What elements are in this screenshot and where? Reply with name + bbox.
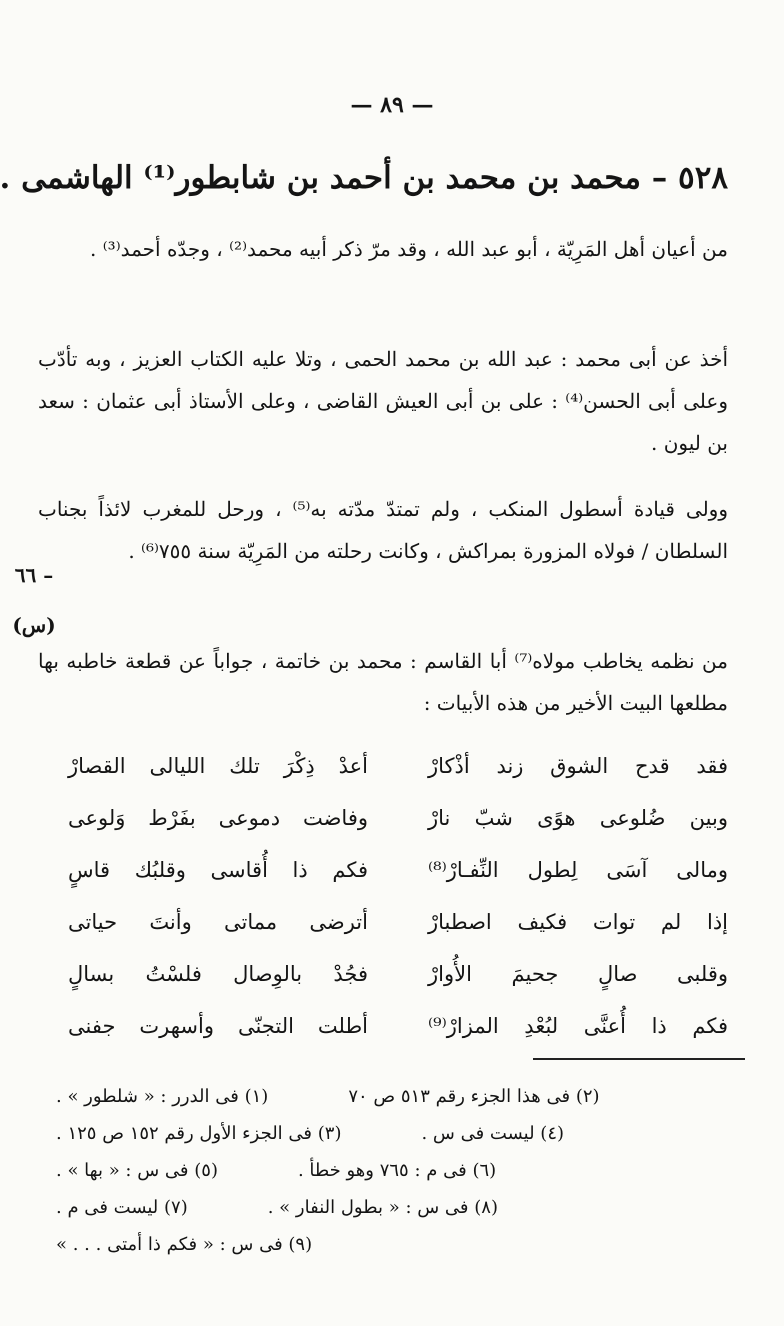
verse-line [68, 948, 728, 1000]
verse-second-hemistich: وبين ضُلوعى هوًى شبّ نارْ [428, 806, 728, 830]
footnotes [56, 1078, 696, 1263]
verse-line [68, 844, 728, 896]
verse-second-hemistich: وقلبى صالٍ جحيمَ الأُوارْ [428, 962, 728, 986]
verse-first-hemistich: فكم ذا أُقاسى وقلبُك قاسٍ [68, 858, 368, 882]
verse-first-hemistich: أترضى مماتى وأنتَ حياتى [68, 910, 368, 934]
footnote-divider [533, 1058, 745, 1060]
paragraph-1: من أعيان أهل المَرِيّة ، أبو عبد الله ، وقد مرّ ذكر أبيه محمد⁽²⁾ ، وجدّه أحمد⁽³⁾ . [90, 237, 728, 261]
paragraph-2: أخذ عن أبى محمد : عبد الله بن محمد الحمى ، وتلا عليه الكتاب العزيز ، وبه تأدّب وعلى أبى الحسن⁽⁴⁾ : على بن أبى العيش القاضى ، وعلى الأستاذ أبى عثمان : سعد بن ليون . [38, 347, 728, 455]
footnote-line [56, 1226, 696, 1263]
verse-first-hemistich: أعدْ ذِكْرَ تلك الليالى القصارْ [68, 754, 368, 778]
margin-folio-siglum: (س) [12, 613, 56, 637]
footnote-line [56, 1189, 696, 1226]
footnote-1: (١) فى الدرر : « شلطور » . [56, 1086, 269, 1107]
footnote-2: (٢) فى هذا الجزء رقم ٥١٣ ص ٧٠ [348, 1086, 600, 1107]
verse-first-hemistich: وفاضت دموعى بفَرْط وَلوعى [68, 806, 368, 830]
verse-line [68, 896, 728, 948]
footnote-4: (٤) ليست فى س . [421, 1123, 565, 1144]
footnote-8: (٨) فى س : « بطول النفار » . [267, 1197, 498, 1218]
margin-folio-note [4, 550, 64, 650]
footnote-line [56, 1152, 696, 1189]
verse-first-hemistich: فجُدْ بالوِصال فلسْتُ بسالٍ [68, 962, 368, 986]
footnote-5: (٥) فى س : « بها » . [56, 1160, 218, 1181]
verse-line [68, 1000, 728, 1052]
verse-first-hemistich: أطلت التجنّى وأسهرت جفنى [68, 1014, 368, 1038]
footnote-7: (٧) ليست فى م . [56, 1197, 188, 1218]
paragraph-3: وولى قيادة أسطول المنكب ، ولم تمتدّ مدّته به⁽⁵⁾ ، ورحل للمغرب لائذاً بجناب السلطان / فولاه المزورة بمراكش ، وكانت رحلته من المَرِيّة سنة ٧٥٥⁽⁶⁾ . [38, 497, 728, 563]
footnote-3: (٣) فى الجزء الأول رقم ١٥٢ ص ١٢٥ . [56, 1123, 342, 1144]
verse-line [68, 740, 728, 792]
footnote-9: (٩) فى س : « فكم ذا أمتى . . . » [56, 1234, 313, 1255]
verse-second-hemistich: فكم ذا أُعنَّى لبُعْدِ المزارْ⁽⁹⁾ [428, 1014, 728, 1038]
verse-second-hemistich: فقد قدح الشوق زند أذْكارْ [428, 754, 728, 778]
verse-line [68, 792, 728, 844]
paragraph-4: من نظمه يخاطب مولاه⁽⁷⁾ أبا القاسم : محمد بن خاتمة ، جواباً عن قطعة خاطبه بها مطلعها البيت الأخير من هذه الأبيات : [38, 649, 728, 715]
page-number: — ٨٩ — [350, 92, 434, 118]
verse-second-hemistich: ومالى آسَى لِطول النِّفـارْ⁽⁸⁾ [428, 858, 728, 882]
verse-second-hemistich: إذا لم توات فكيف اصطبارْ [428, 910, 728, 934]
margin-folio-number: – ٦٦ [14, 563, 54, 587]
entry-title: ٥٢٨ – محمد بن محمد بن أحمد بن شابطور⁽¹⁾ الهاشمى . [0, 160, 728, 196]
footnote-line [56, 1115, 696, 1152]
footnote-line [56, 1078, 696, 1115]
poem-verses [68, 740, 728, 1052]
footnote-6: (٦) فى م : ٧٦٥ وهو خطأ . [297, 1160, 497, 1181]
